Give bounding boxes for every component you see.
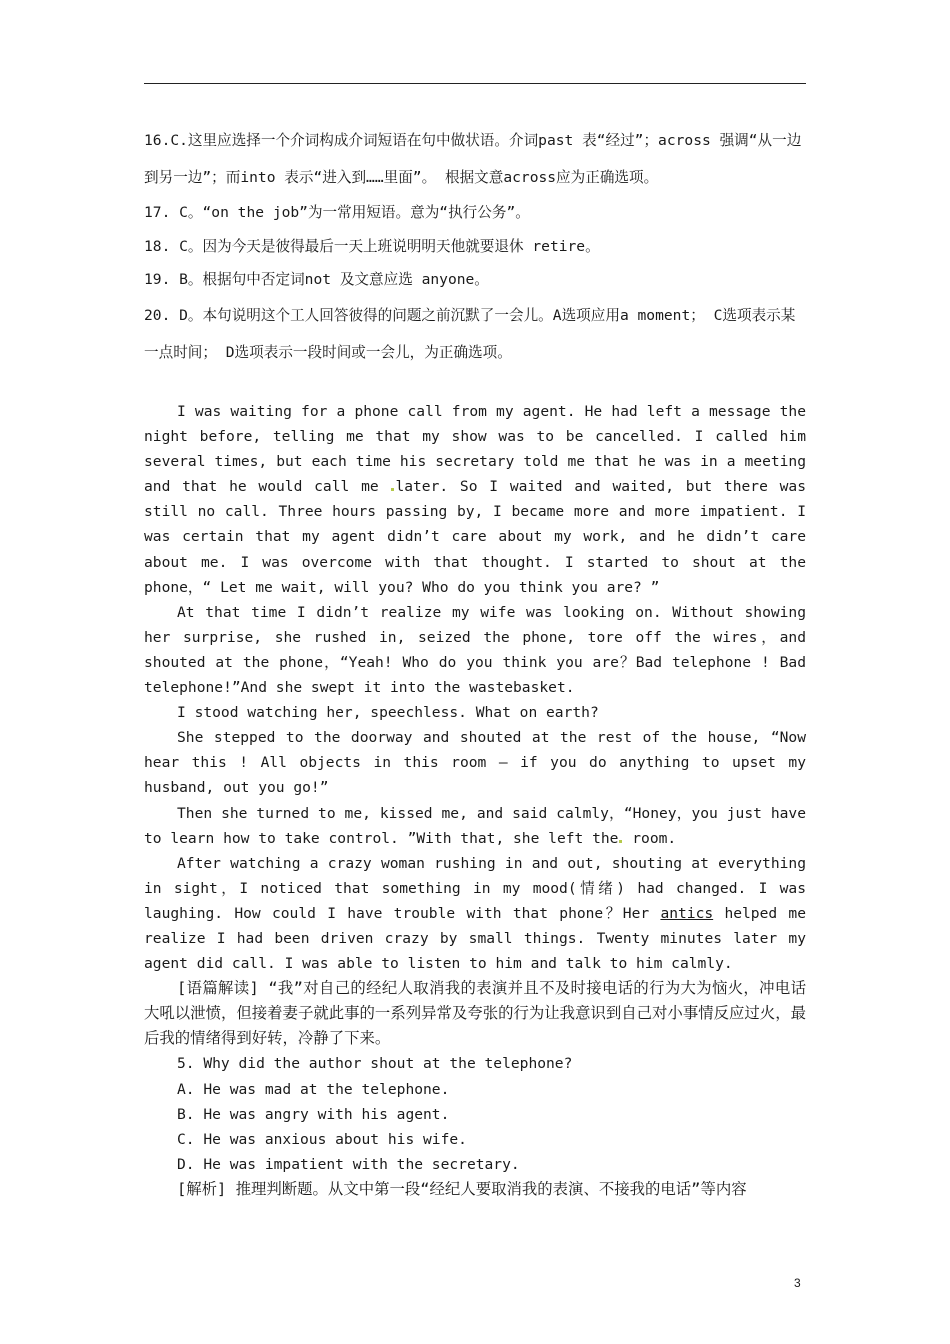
- question-stem: 5. Why did the author shout at the telephone?: [177, 1055, 573, 1073]
- passage-text: room.: [632, 829, 677, 847]
- option-d: D. He was impatient with the secretary.: [177, 1155, 520, 1173]
- reading-passage: [144, 399, 806, 1202]
- passage-paragraph: I stood watching her, speechless. What on earth?: [177, 704, 599, 722]
- page-number: 3: [794, 1276, 801, 1290]
- answer-18: 18. C。因为今天是彼得最后一天上班说明明天他就要退休 retire。: [144, 237, 600, 255]
- answer-17: 17. C。“on the job”为一常用短语。意为“执行公务”。: [144, 204, 530, 221]
- mark-dot: [391, 488, 394, 491]
- question-options: [144, 1077, 806, 1177]
- option-a: A. He was mad at the telephone.: [177, 1080, 450, 1098]
- explanation: [解析] 推理判断题。从文中第一段“经纪人要取消我的表演、不接我的电话”等内容: [177, 1179, 747, 1198]
- option-b: B. He was angry with his agent.: [177, 1105, 450, 1123]
- option-c: C. He was anxious about his wife.: [177, 1130, 467, 1148]
- passage-paragraph: At that time I didn’t realize my wife was looking on. Without showing her surprise, she rushed in, seized the phone, tore off the wires，and shouted at the phone，“Yeah! Who do you think you are？Bad telephone ! Bad telephone!”And she swept it into the wastebasket.: [144, 603, 806, 697]
- answer-20: 20. D。本句说明这个工人回答彼得的问题之前沉默了一会儿。A选项应用a moment； C选项表示某一点时间； D选项表示一段时间或一会儿，为正确选项。: [144, 306, 796, 361]
- header-rule: [144, 83, 806, 84]
- passage-text: helped me realize I had been driven crazy by small things. Twenty minutes later my agent did call. I was able to listen to him and talk to him calmly.: [144, 904, 807, 973]
- discourse-analysis: [语篇解读] “我”对自己的经纪人取消我的表演并且不及时接电话的行为大为恼火，冲电话大吼以泄愤，但接着妻子就此事的一系列异常及夸张的行为让我意识到自己对小事情反应过火，最后我的情绪得到好转，冷静了下来。: [144, 979, 806, 1048]
- passage-paragraph: [144, 399, 806, 600]
- passage-text: After watching a crazy woman rushing in and out, shouting at everything in sight，I noticed that something in my mood(情绪) had changed. I was laughing. How could I have trouble with that phone？Her: [144, 854, 806, 922]
- passage-text: later. So I waited and waited, but there was still no call. Three hours passing by, I became more and more impatient. I was certain that my agent didn’t care about my work, and he didn’t care about me. I was overcome with that thought. I started to shout at the phone，“ Let me wait, will you? Who do you think you are? ”: [144, 478, 807, 596]
- underlined-word: antics: [660, 904, 714, 922]
- answer-19: 19. B。根据句中否定词not 及文意应选 anyone。: [144, 271, 489, 288]
- passage-paragraph: [144, 801, 806, 851]
- answer-key: [144, 122, 806, 371]
- passage-paragraph: She stepped to the doorway and shouted at the rest of the house, “Now hear this ! All objects in this room — if you do anything to upset my husband, out you go!”: [144, 729, 806, 797]
- mark-dot: [619, 840, 622, 843]
- answer-16: 16.C.这里应选择一个介词构成介词短语在句中做状语。介词past 表“经过”；across 强调“从一边到另一边”；而into 表示“进入到……里面”。 根据文意across应为正确选项。: [144, 132, 802, 186]
- passage-paragraph: [144, 851, 806, 976]
- passage-text: Then she turned to me, kissed me, and said calmly，“Honey，you just have to learn how to take control. ”With that, she left the: [144, 804, 806, 847]
- passage-text: I was waiting for a phone call from my agent. He had left a message the night before, telling me that my show was to be cancelled. I called him several times, but each time his secretary told me that he was in a meeting and that he would call me: [144, 403, 806, 496]
